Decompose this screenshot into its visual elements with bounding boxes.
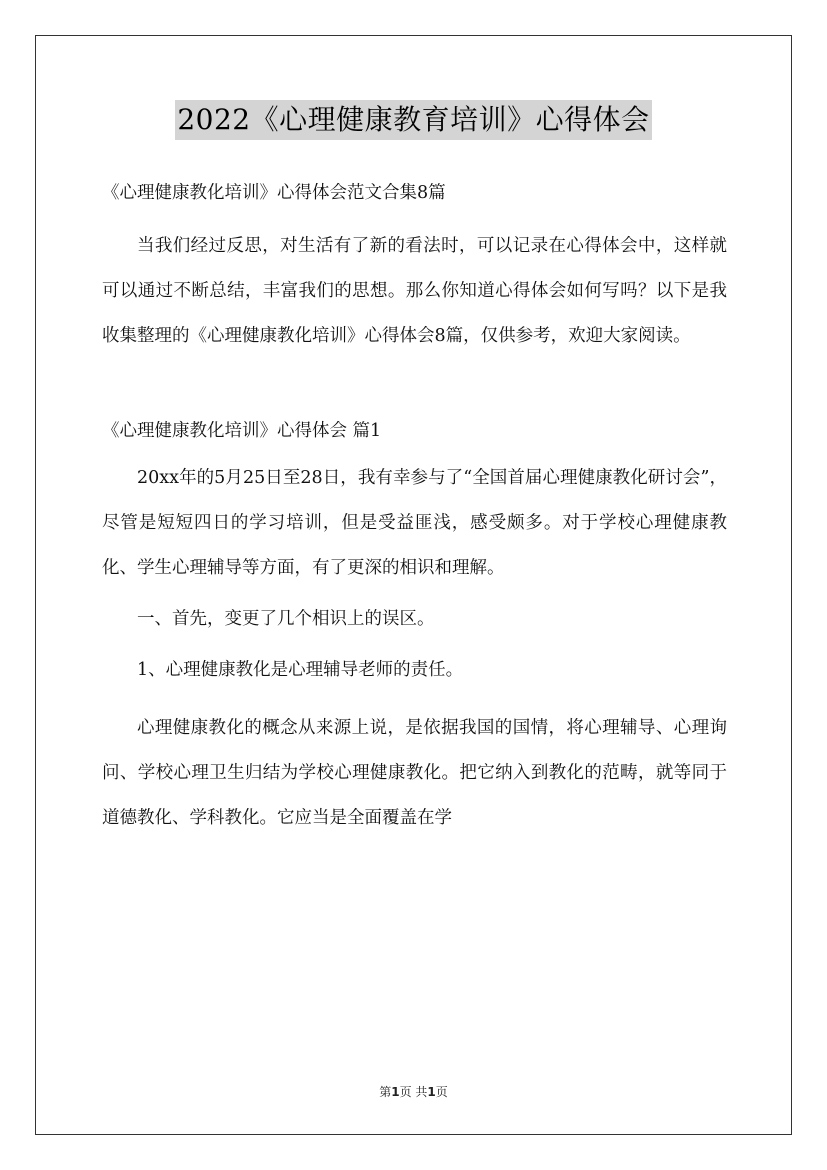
sub-point-heading: 1、心理健康教化是心理辅导老师的责任。 bbox=[137, 660, 464, 680]
intro-paragraph: 当我们经过反思，对生活有了新的看法时，可以记录在心得体会中，这样就可以通过不断总结，丰富我们的思想。那么你知道心得体会如何写吗？以下是我收集整理的《心理健康教化培训》心得体会8篇，仅供参考，欢迎大家阅读。 bbox=[102, 236, 727, 346]
body-paragraph: 20xx年的5月25日至28日，我有幸参与了“全国首届心理健康教化研讨会”，尽管是短短四日的学习培训，但是受益匪浅，感受颇多。对于学校心理健康教化、学生心理辅导等方面，有了更深的相识和理解。 bbox=[102, 468, 727, 578]
document-body bbox=[102, 175, 727, 841]
page-footer bbox=[0, 1083, 827, 1100]
footer-page-number: 1 bbox=[391, 1085, 400, 1099]
footer-total-suffix: 页 bbox=[435, 1085, 448, 1099]
document-title: 2022《心理健康教育培训》心得体会 bbox=[175, 100, 651, 140]
footer-page-suffix: 页 共 bbox=[399, 1085, 428, 1099]
section-heading: 《心理健康教化培训》心得体会 篇1 bbox=[102, 421, 382, 441]
point-heading: 一、首先，变更了几个相识上的误区。 bbox=[137, 609, 435, 629]
body-paragraph: 心理健康教化的概念从来源上说，是依据我国的国情，将心理辅导、心理询问、学校心理卫生归结为学校心理健康教化。把它纳入到教化的范畴，就等同于道德教化、学科教化。它应当是全面覆盖在学 bbox=[102, 718, 727, 828]
title-container bbox=[0, 100, 827, 140]
document-subtitle: 《心理健康教化培训》心得体会范文合集8篇 bbox=[102, 183, 446, 203]
footer-page-prefix: 第 bbox=[379, 1085, 392, 1099]
footer-total-pages: 1 bbox=[427, 1085, 436, 1099]
